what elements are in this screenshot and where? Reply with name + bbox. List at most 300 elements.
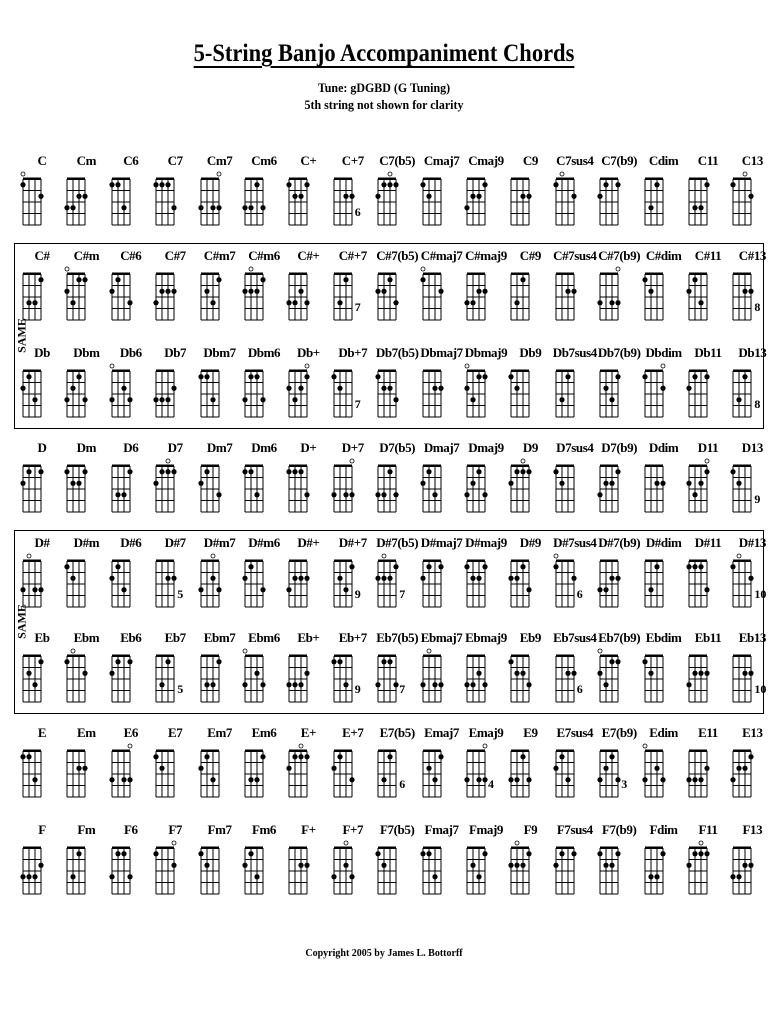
fretboard [286,739,316,801]
fretboard [198,836,228,898]
chord-diagram [286,153,330,239]
finger-dot [83,194,88,199]
chord-diagram [375,248,419,334]
finger-dot [154,481,159,486]
chord-name: E7 [168,725,183,740]
chord-name: C7(b5) [379,153,416,168]
finger-dot [204,374,209,379]
chord-diagram [464,535,508,621]
chord-name: E+ [300,725,317,740]
open-string-marker [172,841,176,845]
finger-dot [166,397,171,402]
finger-dot [686,481,691,486]
finger-dot [388,182,393,187]
chord-name: Ddim [648,440,679,455]
open-string-marker [388,172,392,176]
chord-name: Cdim [648,153,679,168]
nut [600,465,618,468]
finger-dot [172,576,177,581]
chord-name: D#dim [645,535,682,550]
finger-dot [71,386,76,391]
finger-dot [426,564,431,569]
finger-dot [204,754,209,759]
fretboard [64,549,94,611]
fretboard [286,836,316,898]
finger-dot [420,682,425,687]
chord-name: D#+ [297,535,320,550]
chord-diagram [553,822,597,908]
chord-diagram [553,440,597,526]
nut [378,178,396,181]
nut [511,655,529,658]
nut [511,370,529,373]
finger-dot [198,481,203,486]
chord-diagram [464,248,508,334]
chord-name: Ebmaj9 [465,630,507,645]
finger-dot [127,397,132,402]
fretboard [20,454,50,516]
finger-dot [20,587,25,592]
finger-dot [20,874,25,879]
chord-name: C#7(b9) [598,248,641,263]
finger-dot [686,863,691,868]
chord-diagram [597,630,641,716]
fretboard [331,739,361,801]
finger-dot [388,576,393,581]
chord-name: D11 [697,440,719,455]
chord-name: Db7(b5) [375,345,419,360]
finger-dot [698,564,703,569]
fretboard [20,167,50,229]
finger-dot [598,851,603,856]
chord-name: D7sus4 [556,440,594,455]
chord-diagram [109,725,153,811]
open-string-marker [249,267,253,271]
fretboard [109,739,139,801]
nut [645,847,663,850]
finger-dot [464,386,469,391]
chord-diagram [464,345,508,431]
page-title: 5-String Banjo Accompaniment Chords [193,40,575,67]
chord-name: C7 [167,153,183,168]
finger-dot [394,682,399,687]
finger-dot [432,386,437,391]
nut [23,655,41,658]
chord-name: Dm [76,440,97,455]
finger-dot [610,754,615,759]
finger-dot [521,194,526,199]
chord-name: Dmaj9 [468,440,504,455]
chord-diagram [286,630,330,716]
chord-name: D#11 [694,535,722,550]
finger-dot [331,874,336,879]
chord-name: Cm [76,153,97,168]
chord-diagram [642,535,686,621]
finger-dot [337,386,342,391]
finger-dot [565,289,570,294]
nut [201,847,219,850]
chord-diagram [109,535,153,621]
chord-name: Db11 [694,345,722,360]
open-string-marker [661,364,665,368]
chord-diagram [420,725,464,811]
finger-dot [482,851,487,856]
nut [556,655,574,658]
finger-dot [692,205,697,210]
finger-dot [77,766,82,771]
finger-dot [109,576,114,581]
nut [689,370,707,373]
chord-diagram [109,630,153,716]
finger-dot [527,682,532,687]
open-string-marker [598,649,602,653]
nut [112,178,130,181]
open-string-marker [427,649,431,653]
nut [467,370,485,373]
chord-diagram [198,535,242,621]
fretboard [642,836,672,898]
finger-dot [749,754,754,759]
finger-dot [388,277,393,282]
nut [378,655,396,658]
chord-name: D#7 [164,535,186,550]
chord-name: D#7sus4 [553,535,597,550]
fretboard [686,739,716,801]
chord-diagram [508,440,552,526]
finger-dot [482,182,487,187]
chord-diagram [686,630,730,716]
chord-diagram [686,822,730,908]
nut [556,847,574,850]
finger-dot [571,671,576,676]
fretboard [242,549,272,611]
finger-dot [438,386,443,391]
nut [245,655,263,658]
chord-name: Eb7sus4 [553,630,597,645]
chord-name: Db+ [296,345,320,360]
fretboard [508,739,538,801]
open-string-marker [243,649,247,653]
finger-dot [604,386,609,391]
finger-dot [642,659,647,664]
finger-dot [470,682,475,687]
finger-dot [527,587,532,592]
chord-name: E13 [742,725,763,740]
finger-dot [343,194,348,199]
chord-name: Em7 [207,725,232,740]
chord-name: Dm6 [251,440,277,455]
fretboard [242,262,272,324]
chord-name: E11 [698,725,718,740]
fretboard [686,167,716,229]
chord-diagram [198,248,242,334]
finger-dot [20,182,25,187]
finger-dot [299,386,304,391]
fret-number: 9 [354,682,361,696]
finger-dot [210,777,215,782]
chord-name: Fm6 [251,822,277,837]
chord-name: Cm6 [251,153,277,168]
fretboard [686,836,716,898]
finger-dot [382,289,387,294]
chord-name: Db [34,345,50,360]
chord-diagram [597,345,641,431]
nut [556,370,574,373]
nut [645,178,663,181]
chord-name: C#m7 [203,248,236,263]
finger-dot [71,205,76,210]
nut [645,750,663,753]
chord-name: Db9 [519,345,542,360]
chord-name: C#maj7 [420,248,463,263]
fret-number: 6 [354,205,361,219]
finger-dot [648,205,653,210]
finger-dot [731,182,736,187]
nut [556,750,574,753]
chord-name: F13 [742,822,763,837]
finger-dot [704,374,709,379]
fretboard [642,262,672,324]
finger-dot [172,205,177,210]
finger-dot [242,863,247,868]
fret-number: 6 [576,682,583,696]
fretboard [109,644,139,706]
chord-name: Dbm7 [203,345,236,360]
finger-dot [287,300,292,305]
finger-dot [26,300,31,305]
finger-dot [305,492,310,497]
nut [423,370,441,373]
chord-name: F [38,822,46,837]
fretboard [464,262,494,324]
finger-dot [216,492,221,497]
finger-dot [692,492,697,497]
finger-dot [71,481,76,486]
chord-diagram [420,248,464,334]
finger-dot [704,671,709,676]
finger-dot [598,777,603,782]
chord-diagram [331,822,375,908]
finger-dot [616,182,621,187]
finger-dot [476,671,481,676]
finger-dot [521,671,526,676]
finger-dot [698,671,703,676]
chord-diagram [64,535,108,621]
finger-dot [604,766,609,771]
finger-dot [293,682,298,687]
chord-diagram [420,153,464,239]
finger-dot [654,182,659,187]
chord-name: Db13 [738,345,767,360]
chord-name: D#maj7 [420,535,463,550]
nut [245,273,263,276]
finger-dot [77,194,82,199]
chord-name: Ebm [73,630,100,645]
nut [201,465,219,468]
chord-diagram [64,345,108,431]
finger-dot [388,469,393,474]
chord-diagram [375,630,419,716]
finger-dot [604,587,609,592]
fretboard [375,167,405,229]
chord-diagram [597,440,641,526]
chord-diagram [198,630,242,716]
chord-diagram [198,153,242,239]
finger-dot [476,777,481,782]
fretboard [242,167,272,229]
same-label-2: SAME [14,604,29,639]
finger-dot [305,374,310,379]
finger-dot [692,851,697,856]
finger-dot [553,564,558,569]
same-label-1: SAME [14,318,29,353]
finger-dot [376,682,381,687]
chord-diagram [686,153,730,239]
finger-dot [509,374,514,379]
nut [733,178,751,181]
open-string-marker [21,172,25,176]
fretboard [242,836,272,898]
chord-diagram [109,153,153,239]
finger-dot [610,576,615,581]
open-string-marker [699,841,703,845]
finger-dot [704,182,709,187]
finger-dot [337,659,342,664]
chord-diagram [375,725,419,811]
finger-dot [115,492,120,497]
chord-name: F9 [523,822,538,837]
finger-dot [521,754,526,759]
open-string-marker [299,744,303,748]
finger-dot [616,659,621,664]
chord-name: Eb13 [738,630,767,645]
chord-diagram [153,725,197,811]
finger-dot [476,374,481,379]
chord-diagram [20,345,64,431]
fretboard [597,262,627,324]
chord-diagram [331,153,375,239]
chord-name: C#+ [297,248,320,263]
fretboard [730,836,760,898]
finger-dot [127,777,132,782]
fret-number: 6 [399,777,406,791]
fret-number: 7 [354,300,361,314]
open-string-marker [27,554,31,558]
chord-name: C+ [300,153,317,168]
finger-dot [77,851,82,856]
chord-diagram [508,535,552,621]
chord-diagram [64,725,108,811]
finger-dot [388,659,393,664]
chord-diagram [198,440,242,526]
fretboard [286,359,316,421]
finger-dot [476,289,481,294]
chord-diagram [242,725,286,811]
finger-dot [210,576,215,581]
fretboard [464,359,494,421]
chord-diagram [553,345,597,431]
nut [156,465,174,468]
finger-dot [376,576,381,581]
finger-dot [394,564,399,569]
fretboard [286,262,316,324]
finger-dot [749,194,754,199]
finger-dot [166,182,171,187]
nut [689,655,707,658]
finger-dot [115,851,120,856]
finger-dot [154,754,159,759]
chord-name: Dmaj7 [423,440,460,455]
finger-dot [287,587,292,592]
finger-dot [642,777,647,782]
nut [67,560,85,563]
finger-dot [248,564,253,569]
nut [245,370,263,373]
chord-diagram [153,153,197,239]
chord-name: Fmaj9 [468,822,504,837]
finger-dot [482,289,487,294]
nut [201,273,219,276]
finger-dot [509,659,514,664]
fret-number: 9 [354,587,361,601]
chord-diagram [730,248,768,334]
fretboard [375,836,405,898]
fretboard [64,739,94,801]
fretboard [242,454,272,516]
fret-number: 7 [399,587,406,601]
finger-dot [420,481,425,486]
chord-diagram [286,345,330,431]
fretboard [375,262,405,324]
finger-dot [154,397,159,402]
nut [511,750,529,753]
chord-name: Fdim [649,822,678,837]
finger-dot [349,564,354,569]
finger-dot [210,682,215,687]
finger-dot [527,469,532,474]
finger-dot [287,682,292,687]
finger-dot [83,671,88,676]
finger-dot [376,374,381,379]
fretboard [286,454,316,516]
finger-dot [337,300,342,305]
chord-name: E7(b9) [601,725,637,740]
nut [156,847,174,850]
finger-dot [527,777,532,782]
finger-dot [287,386,292,391]
chord-name: Eb7(b5) [376,630,419,645]
finger-dot [698,851,703,856]
chord-name: D+7 [341,440,364,455]
fretboard [109,549,139,611]
finger-dot [515,300,520,305]
finger-dot [248,777,253,782]
finger-dot [388,754,393,759]
chord-diagram [730,822,768,908]
finger-dot [198,766,203,771]
nut [67,370,85,373]
chord-diagram [109,822,153,908]
fret-number: 10 [754,682,767,696]
finger-dot [331,766,336,771]
chord-diagram [375,440,419,526]
chord-name: Eb11 [694,630,722,645]
chord-name: D#+7 [338,535,367,550]
fretboard [153,739,183,801]
open-string-marker [344,841,348,845]
chord-name: D7(b9) [601,440,638,455]
finger-dot [698,300,703,305]
